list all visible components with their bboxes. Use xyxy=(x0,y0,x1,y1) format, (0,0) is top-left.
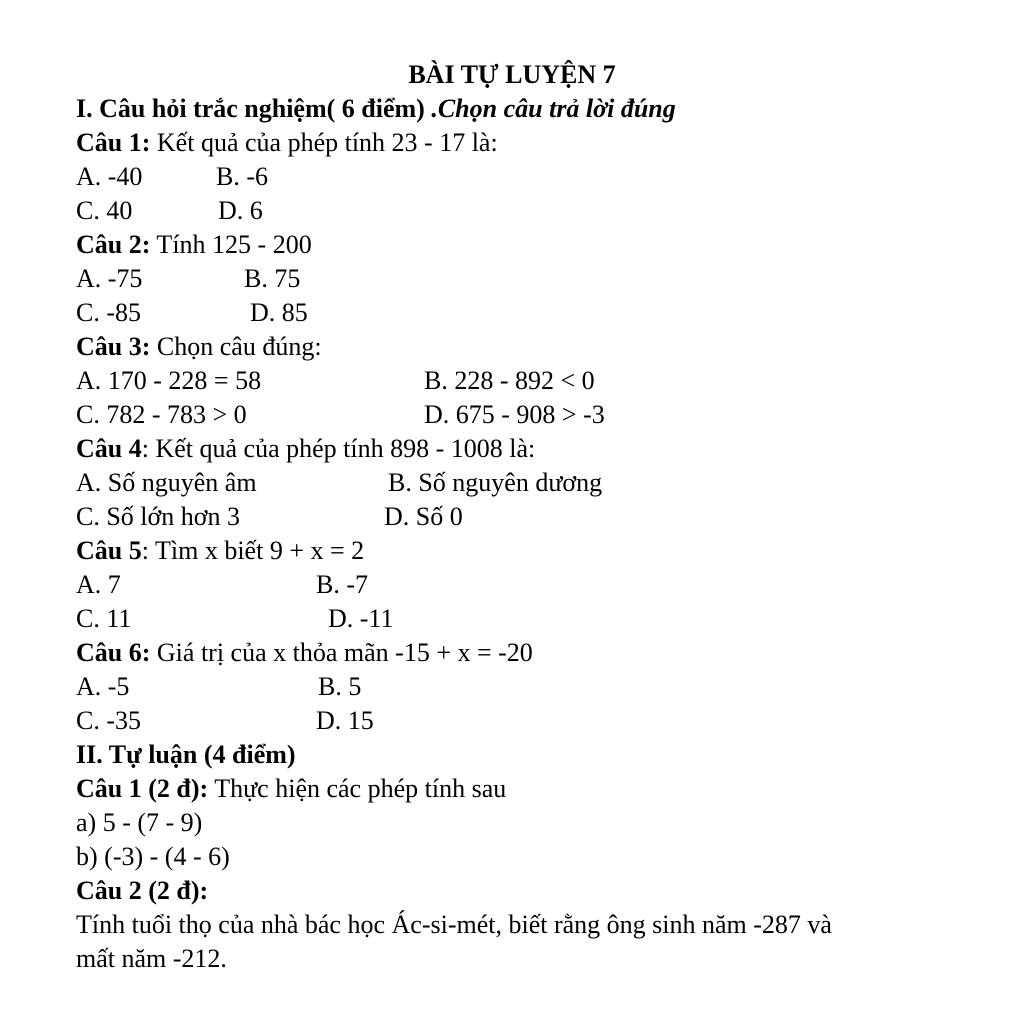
question-text: : Tìm x biết 9 + x = 2 xyxy=(141,536,365,565)
mcq-question-2 xyxy=(76,228,312,262)
option-4b: B. Số nguyên dương xyxy=(388,468,603,497)
option-6a: A. -5 xyxy=(76,672,130,701)
option-1a: A. -40 xyxy=(76,162,143,191)
mcq-question-3 xyxy=(76,330,322,364)
option-6d: D. 15 xyxy=(316,706,374,735)
question-text: Kết quả của phép tính 23 - 17 là: xyxy=(150,128,498,157)
option-6c: C. -35 xyxy=(76,706,141,735)
section1-heading-bold: I. Câu hỏi trắc nghiệm( 6 điểm) xyxy=(76,94,425,123)
essay-question-1 xyxy=(76,772,506,806)
question-label: Câu 5 xyxy=(76,536,142,565)
question-text: Chọn câu đúng: xyxy=(150,332,322,361)
option-3a: A. 170 - 228 = 58 xyxy=(76,366,262,395)
option-1b: B. -6 xyxy=(216,162,268,191)
question-label: Câu 4 xyxy=(76,434,142,463)
essay-2-text-line2: mất năm -212. xyxy=(76,944,227,973)
mcq-question-1 xyxy=(76,126,498,160)
section2-heading xyxy=(76,738,296,772)
essay-2-text-line1: Tính tuổi thọ của nhà bác học Ác-si-mét, biết rằng ông sinh năm -287 và xyxy=(76,910,832,939)
essay-1a: a) 5 - (7 - 9) xyxy=(76,808,203,837)
option-2d: D. 85 xyxy=(250,298,308,327)
option-2a: A. -75 xyxy=(76,264,143,293)
question-label: Câu 3: xyxy=(76,332,151,361)
question-label: Câu 2: xyxy=(76,230,151,259)
question-text: Thực hiện các phép tính sau xyxy=(208,774,507,803)
question-label: Câu 1 (2 đ): xyxy=(76,774,209,803)
question-text: Giá trị của x thỏa mãn -15 + x = -20 xyxy=(150,638,533,667)
section1-heading xyxy=(76,92,676,126)
question-label: Câu 1: xyxy=(76,128,151,157)
mcq-question-4 xyxy=(76,432,535,466)
option-3d: D. 675 - 908 > -3 xyxy=(424,400,605,429)
option-2b: B. 75 xyxy=(244,264,301,293)
mcq-question-6 xyxy=(76,636,533,670)
option-1c: C. 40 xyxy=(76,196,133,225)
option-1d: D. 6 xyxy=(218,196,263,225)
option-5b: B. -7 xyxy=(316,570,368,599)
option-3b: B. 228 - 892 < 0 xyxy=(424,366,595,395)
question-label: Câu 2 (2 đ): xyxy=(76,876,209,905)
option-4c: C. Số lớn hơn 3 xyxy=(76,502,241,531)
option-2c: C. -85 xyxy=(76,298,141,327)
mcq-question-5 xyxy=(76,534,364,568)
page-title: BÀI TỰ LUYỆN 7 xyxy=(408,60,616,89)
essay-question-2 xyxy=(76,874,208,908)
option-5a: A. 7 xyxy=(76,570,121,599)
section1-heading-italic: .Chọn câu trả lời đúng xyxy=(424,94,676,123)
essay-1b: b) (-3) - (4 - 6) xyxy=(76,842,230,871)
option-4a: A. Số nguyên âm xyxy=(76,468,257,497)
option-5d: D. -11 xyxy=(328,604,394,633)
question-text: : Kết quả của phép tính 898 - 1008 là: xyxy=(141,434,536,463)
question-label: Câu 6: xyxy=(76,638,151,667)
option-5c: C. 11 xyxy=(76,604,132,633)
option-4d: D. Số 0 xyxy=(384,502,463,531)
option-3c: C. 782 - 783 > 0 xyxy=(76,400,247,429)
option-6b: B. 5 xyxy=(318,672,362,701)
question-text: Tính 125 - 200 xyxy=(150,230,312,259)
section2-heading-text: II. Tự luận (4 điểm) xyxy=(76,740,296,769)
